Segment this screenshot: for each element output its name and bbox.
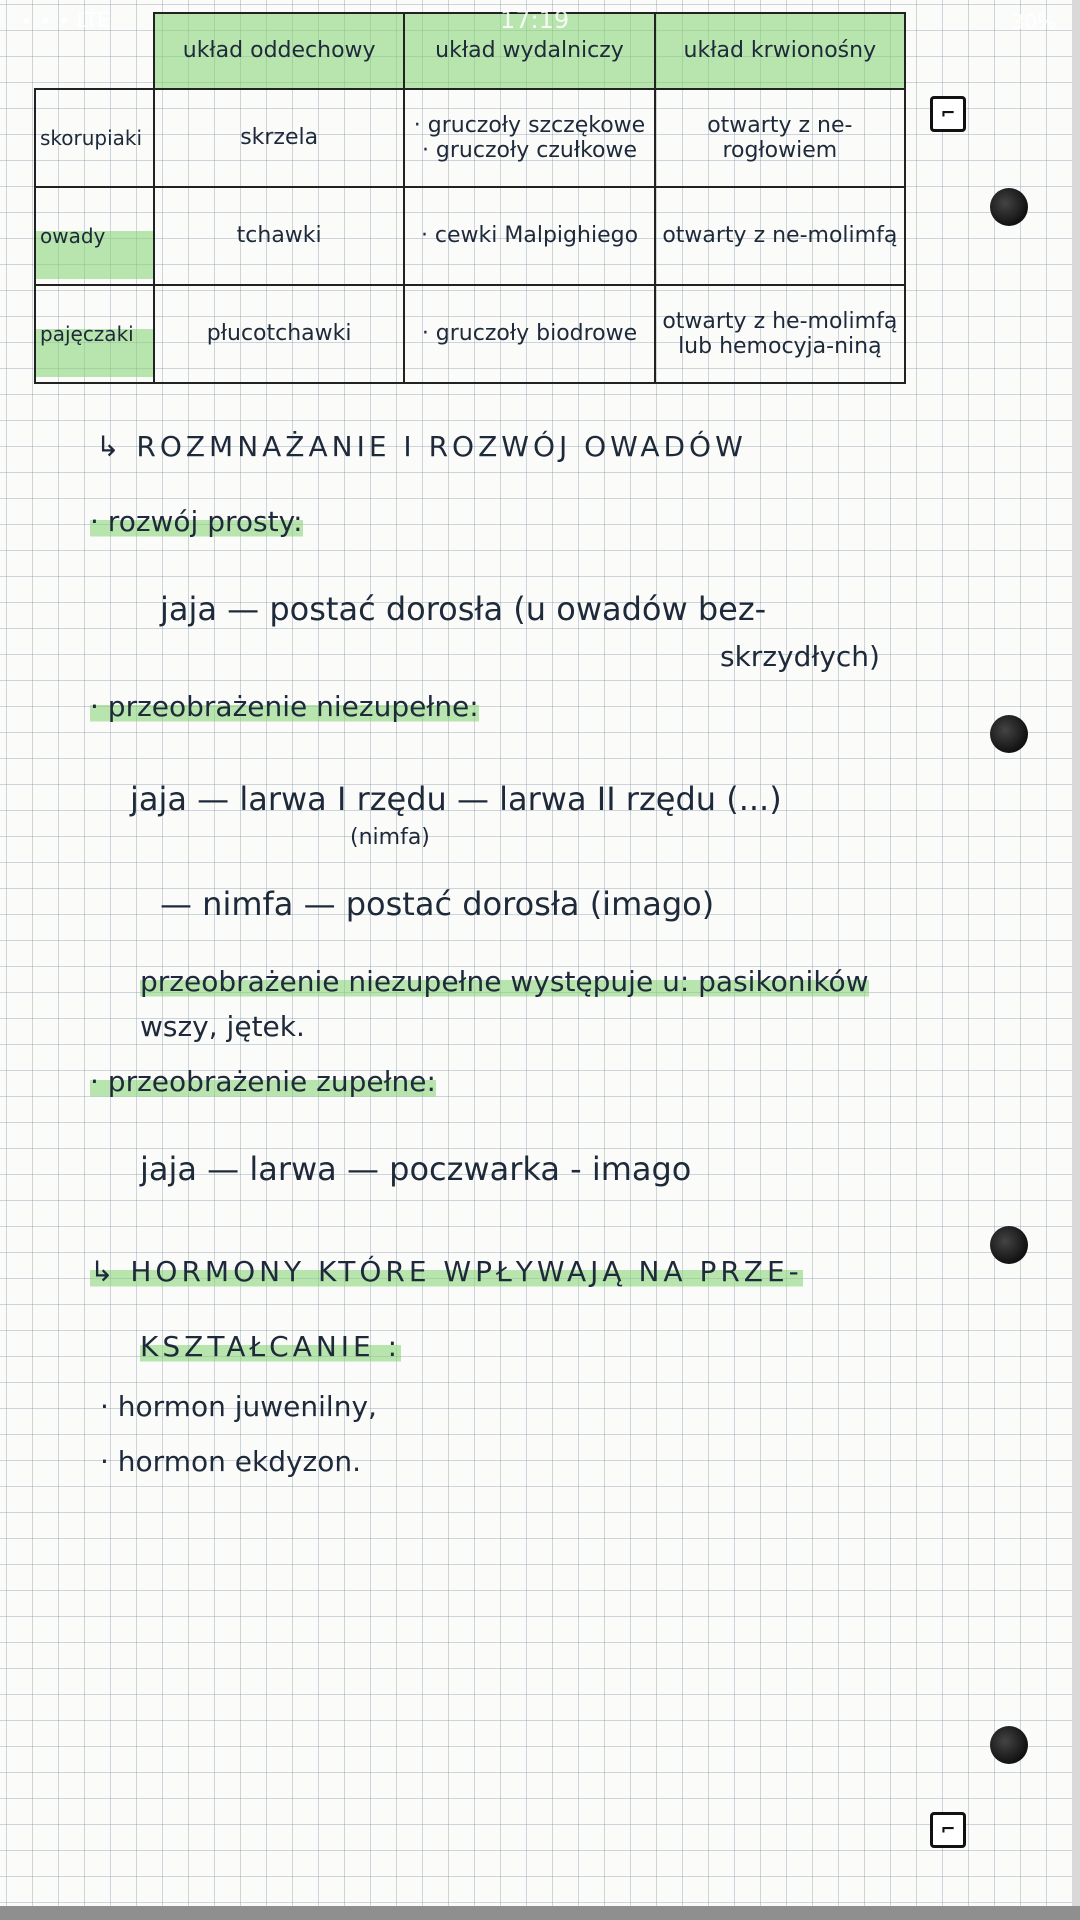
table-cell: skrzela — [154, 89, 404, 187]
table-cell: otwarty z he-molimfą lub hemocyja-niną — [655, 285, 905, 383]
status-time: 17:19 — [500, 6, 570, 34]
status-bar — [0, 0, 1080, 44]
table-cell: płucotchawki — [154, 285, 404, 383]
battery-indicator: 30% — [1011, 10, 1056, 34]
section-title-hormones-cont: KSZTAŁCANIE : — [140, 1330, 402, 1363]
binder-hole — [990, 1726, 1028, 1764]
table-cell: tchawki — [154, 187, 404, 285]
table-cell: otwarty z ne-rogłowiem — [655, 89, 905, 187]
binder-hole — [990, 188, 1028, 226]
table-cell: · gruczoły szczękowe · gruczoły czułkowe — [404, 89, 654, 187]
row-label: owady — [35, 187, 154, 285]
table-row — [35, 285, 905, 383]
niezupelne-occurs: przeobrażenie niezupełne występuje u: pasikoników — [140, 965, 869, 998]
table-row — [35, 89, 905, 187]
label-rozwoj-prosty: · rozwój prosty: — [90, 505, 303, 538]
table-cell: · cewki Malpighiego — [404, 187, 654, 285]
corner-fold-icon: ⌐ — [930, 96, 966, 132]
niezupelne-occurs2: wszy, jętek. — [140, 1010, 305, 1043]
rozwoj-prosty-cont: skrzydłych) — [720, 640, 880, 673]
row-label: skorupiaki — [35, 89, 154, 187]
header-krwionosny: układ krwionośny — [655, 13, 905, 89]
zupelne-line: jaja — larwa — poczwarka - imago — [140, 1150, 692, 1188]
table-cell: · gruczoły biodrowe — [404, 285, 654, 383]
rozwoj-prosty-line: jaja — postać dorosła (u owadów bez- — [160, 590, 767, 628]
niezupelne-note: (nimfa) — [350, 825, 430, 850]
header-oddechowy: układ oddechowy — [154, 13, 404, 89]
corner-fold-icon: ⌐ — [930, 1812, 966, 1848]
binder-hole — [990, 715, 1028, 753]
niezupelne-line2: — nimfa — postać dorosła (imago) — [160, 885, 715, 923]
hormone-juvenile: · hormon juwenilny, — [100, 1390, 377, 1423]
row-label: pajęczaki — [35, 285, 154, 383]
label-zupelne: · przeobrażenie zupełne: — [90, 1065, 436, 1098]
niezupelne-line1: jaja — larwa I rzędu — larwa II rzędu (...) — [130, 780, 782, 818]
table-row — [35, 187, 905, 285]
table-cell: otwarty z ne-molimfą — [655, 187, 905, 285]
header-wydalniczy: układ wydalniczy — [404, 13, 654, 89]
hormone-ecdysone: · hormon ekdyzon. — [100, 1445, 362, 1478]
section-title-reproduction: ↳ ROZMNAŻANIE I ROZWÓJ OWADÓW — [96, 430, 747, 463]
comparison-table — [34, 12, 906, 384]
signal-indicator: ∙ ∙ ∙ LTE — [20, 8, 110, 32]
binder-hole — [990, 1226, 1028, 1264]
bottom-edge — [0, 1906, 1080, 1920]
label-niezupelne: · przeobrażenie niezupełne: — [90, 690, 479, 723]
section-title-hormones: ↳ HORMONY KTÓRE WPŁYWAJĄ NA PRZE- — [90, 1255, 803, 1288]
